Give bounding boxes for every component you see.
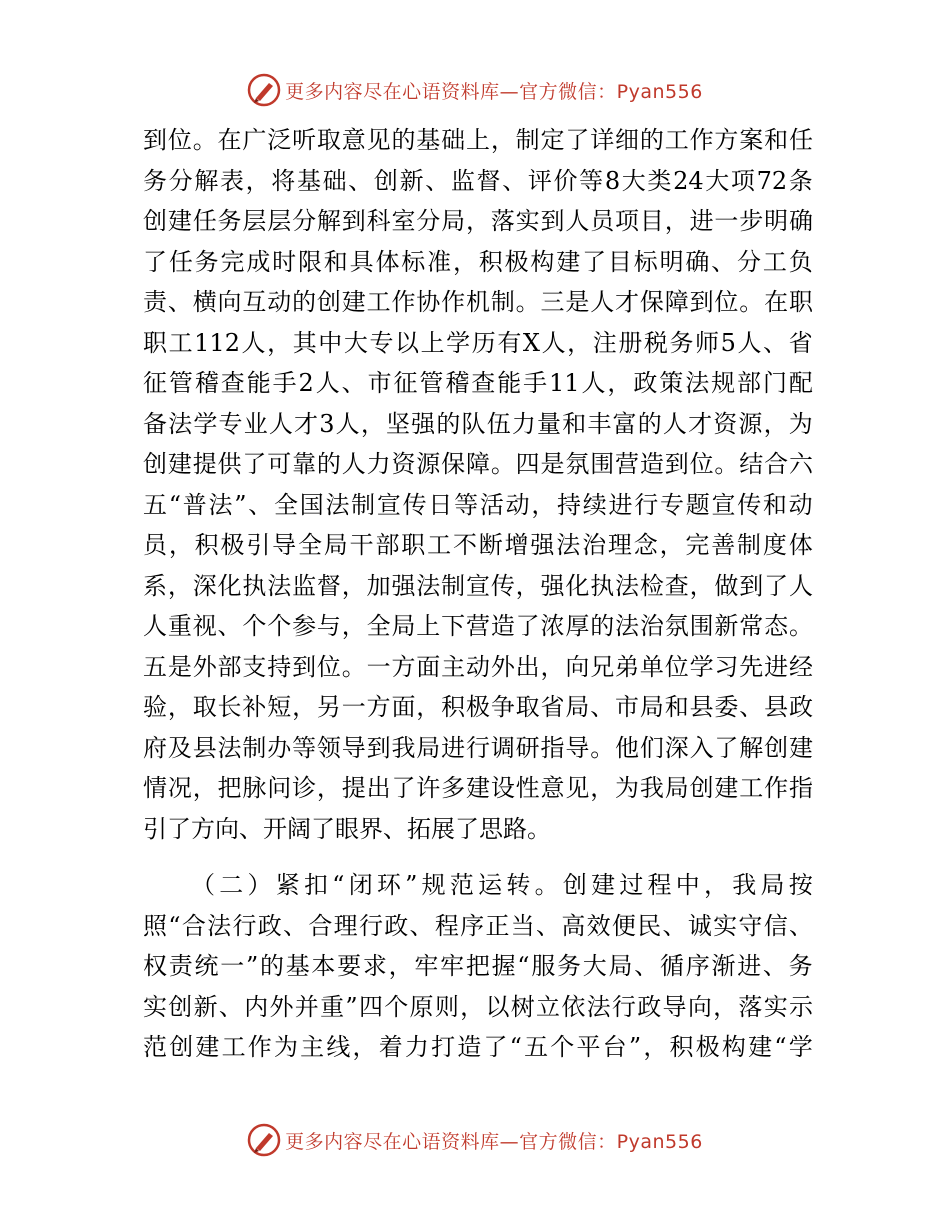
text-line: 责 、 横 向 互 动 的 创 建 工 作 协 作 机 制 。 三 是 人 才 保 障 到 位 。 在 职 (143, 288, 813, 316)
text-line: 人 重 视 、 个 个 参 与 ， 全 局 上 下 营 造 了 浓 厚 的 法 治 氛 围 新 常 态 。 (143, 612, 813, 640)
text-line: （ 二 ） 紧 扣 “ 闭 环 ” 规 范 运 转 。 创 建 过 程 中 ， 我 局 按 (191, 871, 813, 899)
text-line: 实 创 新 、 内 外 并 重 ” 四 个 原 则 ， 以 树 立 依 法 行 政 导 向 ， 落 实 示 (143, 992, 813, 1021)
text-line: 备 法 学 专 业 人 才 3 人 ， 坚 强 的 队 伍 力 量 和 丰 富 的 人 才 资 源 ， 为 (143, 409, 813, 438)
text-line: 五 是 外 部 支 持 到 位 。 一 方 面 主 动 外 出 ， 向 兄 弟 单 位 学 习 先 进 经 (143, 652, 813, 681)
text-line: 引了方向、开阔了眼界、拓展了思路。 (143, 814, 551, 843)
text-line: 征 管 稽 查 能 手 2 人 、 市 征 管 稽 查 能 手 11 人 ， 政 策 法 规 部 门 配 (143, 369, 813, 397)
footer-banner (0, 1120, 950, 1160)
pen-logo-icon (247, 73, 281, 107)
text-line: 员 ， 积 极 引 导 全 局 干 部 职 工 不 断 增 强 法 治 理 念 ， 完 善 制 度 体 (143, 531, 813, 559)
header-banner (0, 70, 950, 110)
pen-logo-icon (247, 1123, 281, 1157)
text-line: 职 工 112 人 ， 其 中 大 专 以 上 学 历 有 X 人 ， 注 册 税 务 师 5 人 、 省 (143, 328, 813, 357)
text-line: 照 “ 合 法 行 政 、 合 理 行 政 、 程 序 正 当 、 高 效 便 民 、 诚 实 守 信 、 (143, 911, 813, 940)
footer-banner-text: 更多内容尽在心语资料库—官方微信：Pyan556 (285, 1130, 703, 1153)
text-line: 到 位 。 在 广 泛 听 取 意 见 的 基 础 上 ， 制 定 了 详 细 的 工 作 方 案 和 任 (143, 126, 813, 154)
document-body (143, 120, 813, 1068)
text-line: 五 “ 普 法 ” 、 全 国 法 制 宣 传 日 等 活 动 ， 持 续 进 行 专 题 宣 传 和 动 (143, 490, 813, 519)
paragraph-1 (143, 120, 813, 849)
text-line: 情 况 ， 把 脉 问 诊 ， 提 出 了 许 多 建 设 性 意 见 ， 为 我 局 创 建 工 作 指 (143, 774, 813, 802)
text-line: 府 及 县 法 制 办 等 领 导 到 我 局 进 行 调 研 指 导 。 他 们 深 入 了 解 创 建 (143, 733, 813, 762)
text-line: 验 ， 取 长 补 短 ， 另 一 方 面 ， 积 极 争 取 省 局 、 市 局 和 县 委 、 县 政 (143, 693, 813, 721)
text-line: 了 任 务 完 成 时 限 和 具 体 标 准 ， 积 极 构 建 了 目 标 明 确 、 分 工 负 (143, 247, 813, 276)
text-line: 系 ， 深 化 执 法 监 督 ， 加 强 法 制 宣 传 ， 强 化 执 法 检 查 ， 做 到 了 人 (143, 571, 813, 600)
text-line: 范 创 建 工 作 为 主 线 ， 着 力 打 造 了 “ 五 个 平 台 ” ， 积 极 构 建 “ 学 (143, 1033, 813, 1061)
paragraph-2 (143, 865, 813, 1068)
text-line: 务 分 解 表 ， 将 基 础 、 创 新 、 监 督 、 评 价 等 8 大 类 24 大 项 72 条 (143, 166, 813, 195)
header-banner-text: 更多内容尽在心语资料库—官方微信：Pyan556 (285, 80, 703, 103)
text-line: 创 建 任 务 层 层 分 解 到 科 室 分 局 ， 落 实 到 人 员 项 目 ， 进 一 步 明 确 (143, 207, 813, 235)
text-line: 权 责 统 一 ” 的 基 本 要 求 ， 牢 牢 把 握 “ 服 务 大 局 、 循 序 渐 进 、 务 (143, 952, 813, 980)
text-line: 创 建 提 供 了 可 靠 的 人 力 资 源 保 障 。 四 是 氛 围 营 造 到 位 。 结 合 六 (143, 450, 813, 478)
